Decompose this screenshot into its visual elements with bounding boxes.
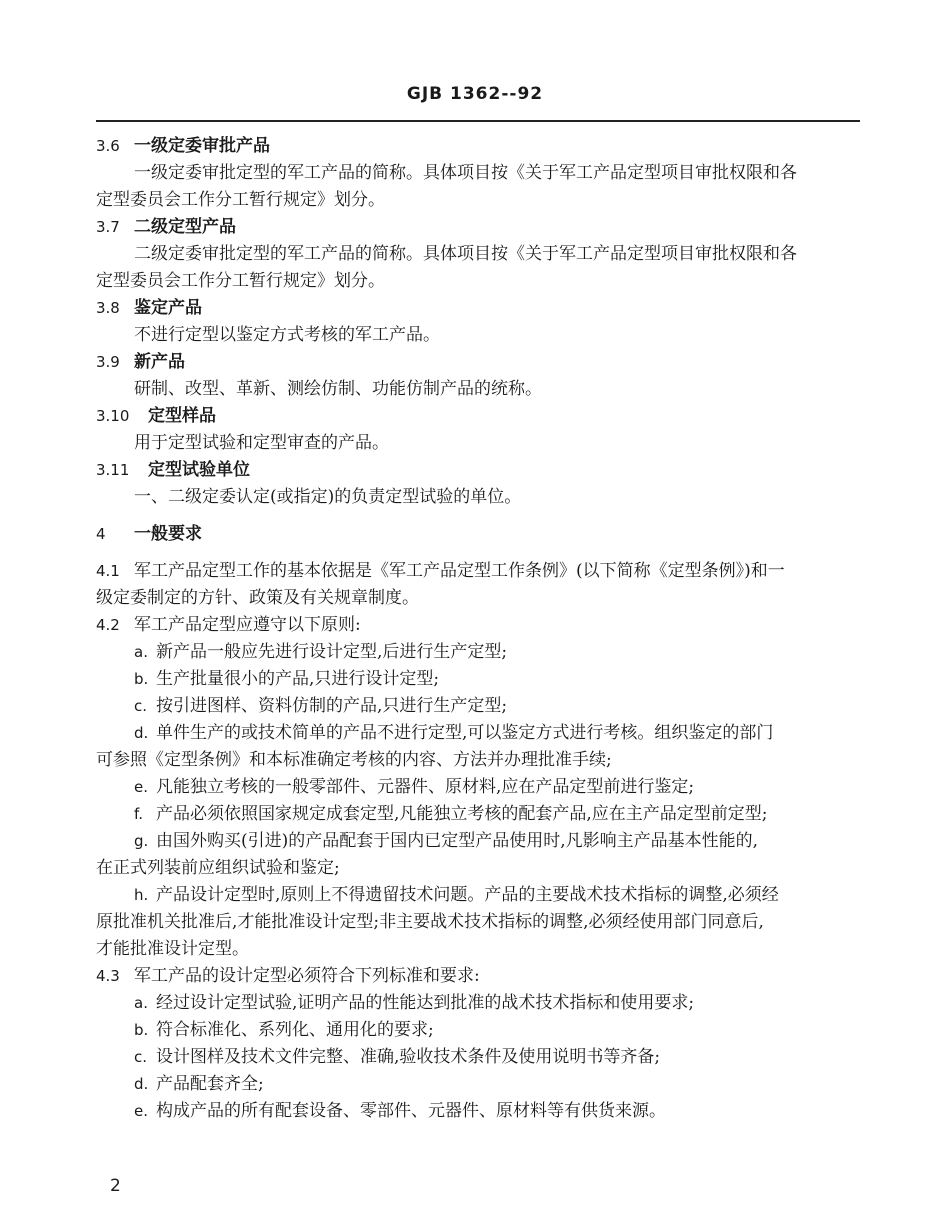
list-item-continuation: 才能批准设计定型。 — [96, 939, 249, 959]
list-item: d. 产品配套齐全; — [134, 1074, 264, 1094]
list-item: g. 由国外购买(引进)的产品配套于国内已定型产品使用时,凡影响主产品基本性能的, — [134, 831, 759, 851]
list-item: e. 凡能独立考核的一般零部件、元器件、原材料,应在产品定型前进行鉴定; — [134, 777, 695, 797]
standard-code-header: GJB 1362--92 — [406, 84, 544, 104]
paragraph-line: 一级定委审批定型的军工产品的简称。具体项目按《关于军工产品定型项目审批权限和各 — [134, 163, 797, 183]
list-item: b. 符合标准化、系列化、通用化的要求; — [134, 1020, 434, 1040]
paragraph-line: 研制、改型、革新、测绘仿制、功能仿制产品的统称。 — [134, 379, 542, 399]
list-item-continuation: 可参照《定型条例》和本标准确定考核的内容、方法并办理批准手续; — [96, 750, 612, 770]
section-heading-3-7: 3.7 二级定型产品 — [96, 217, 236, 237]
list-item: h. 产品设计定型时,原则上不得遗留技术问题。产品的主要战术技术指标的调整,必须经 — [134, 885, 779, 905]
list-item: a. 经过设计定型试验,证明产品的性能达到批准的战术技术指标和使用要求; — [134, 993, 695, 1013]
paragraph-line: 二级定委审批定型的军工产品的简称。具体项目按《关于军工产品定型项目审批权限和各 — [134, 244, 797, 264]
paragraph-line: 不进行定型以鉴定方式考核的军工产品。 — [134, 325, 440, 345]
list-item: c. 设计图样及技术文件完整、准确,验收技术条件及使用说明书等齐备; — [134, 1047, 661, 1067]
section-heading-3-10: 3.10 定型样品 — [96, 406, 216, 426]
document-body — [96, 133, 860, 1125]
section-heading-4: 4 一般要求 — [96, 524, 202, 544]
list-item-continuation: 在正式列装前应组织试验和鉴定; — [96, 858, 340, 878]
list-item-continuation: 原批准机关批准后,才能批准设计定型;非主要战术技术指标的调整,必须经使用部门同意后, — [96, 912, 764, 932]
list-item: e. 构成产品的所有配套设备、零部件、元器件、原材料等有供货来源。 — [134, 1101, 666, 1121]
section-heading-3-11: 3.11 定型试验单位 — [96, 460, 250, 480]
paragraph-line: 一、二级定委认定(或指定)的负责定型试验的单位。 — [134, 487, 522, 507]
paragraph-line: 用于定型试验和定型审查的产品。 — [134, 433, 389, 453]
clause-4-3: 4.3 军工产品的设计定型必须符合下列标准和要求: — [96, 966, 480, 986]
clause-4-1: 4.1 军工产品定型工作的基本依据是《军工产品定型工作条例》(以下简称《定型条例》)和一 — [96, 561, 785, 581]
section-heading-3-6: 3.6 一级定委审批产品 — [96, 136, 270, 156]
clause-4-2: 4.2 军工产品定型应遵守以下原则: — [96, 615, 361, 635]
paragraph-line: 定型委员会工作分工暂行规定》划分。 — [96, 271, 385, 291]
list-item: c. 按引进图样、资料仿制的产品,只进行生产定型; — [134, 696, 508, 716]
list-item: a. 新产品一般应先进行设计定型,后进行生产定型; — [134, 642, 508, 662]
page-number: 2 — [110, 1176, 121, 1196]
list-item: d. 单件生产的或技术简单的产品不进行定型,可以鉴定方式进行考核。组织鉴定的部门 — [134, 723, 774, 743]
list-item: b. 生产批量很小的产品,只进行设计定型; — [134, 669, 440, 689]
header-rule — [96, 120, 860, 122]
paragraph-line: 定型委员会工作分工暂行规定》划分。 — [96, 190, 385, 210]
list-item: f. 产品必须依照国家规定成套定型,凡能独立考核的配套产品,应在主产品定型前定型; — [134, 804, 768, 824]
paragraph-line: 级定委制定的方针、政策及有关规章制度。 — [96, 588, 419, 608]
section-heading-3-9: 3.9 新产品 — [96, 352, 185, 372]
section-heading-3-8: 3.8 鉴定产品 — [96, 298, 202, 318]
